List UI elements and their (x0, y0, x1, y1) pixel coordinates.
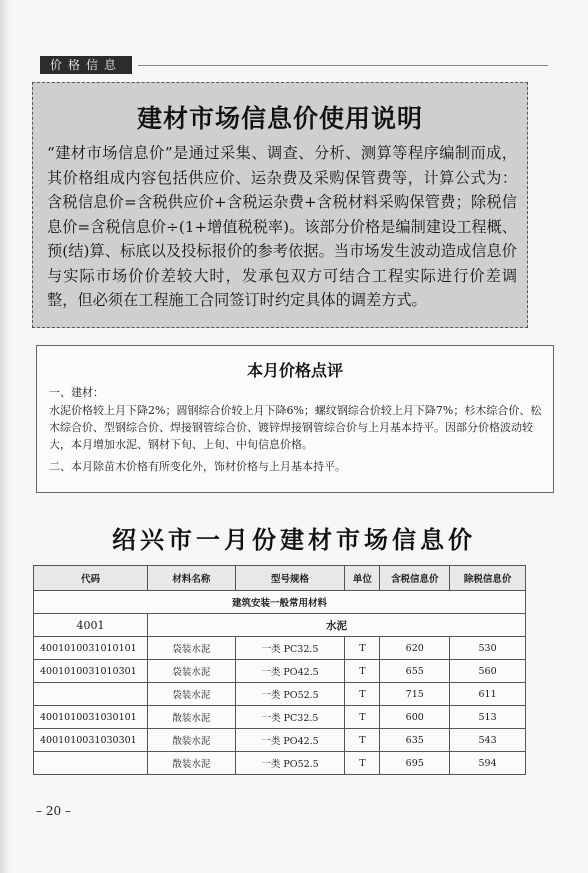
header-rule (138, 65, 548, 66)
cell-unit: T (345, 729, 380, 752)
header-tax-price: 含税信息价 (380, 566, 450, 591)
review-paragraph-1: 水泥价格较上月下降2%；圆钢综合价较上月下降6%；螺纹钢综合价较上月下降7%；杉木综合价、松木综合价、型钢综合价、焊接钢管综合价、镀锌焊接钢管综合价与上月基本持平。因部分价格波动较大，本月增加水泥、钢材下旬、上旬、中旬信息价格。 (49, 404, 542, 451)
cell-spec: 一类 PO52.5 (235, 683, 345, 706)
page-number: – 20 – (36, 804, 71, 818)
header-unit: 单位 (345, 566, 380, 591)
cell-tax-price: 620 (380, 637, 450, 660)
group-label: 建筑安装一般常用材料 (34, 591, 526, 614)
cell-notax-price: 543 (450, 729, 526, 752)
cell-notax-price: 513 (450, 706, 526, 729)
cell-name: 散装水泥 (147, 729, 235, 752)
cell-name: 袋装水泥 (147, 637, 235, 660)
cell-notax-price: 594 (450, 752, 526, 775)
table-row (34, 683, 526, 706)
page-title: 绍兴市一月份建材市场信息价 (112, 526, 476, 554)
section-tag: 价格信息 (40, 56, 132, 74)
table-row (34, 637, 526, 660)
cell-tax-price: 600 (380, 706, 450, 729)
group-row (34, 591, 526, 614)
table-row (34, 706, 526, 729)
header-spec: 型号规格 (235, 566, 345, 591)
cell-spec: 一类 PO42.5 (235, 729, 345, 752)
cell-code: 4001010031030101 (34, 706, 148, 729)
header-notax-price: 除税信息价 (450, 566, 526, 591)
instructions-body: “建材市场信息价”是通过采集、调查、分析、测算等程序编制而成，其价格组成内容包括供应价、运杂费及采购保管费等，计算公式为：含税信息价=含税供应价+含税运杂费+含税材料采购保管费；除税信息价=含税信息价÷(1+增值税税率)。该部分价格是编制建设工程概、预(结)算、标底以及投标报价的参考依据。当市场发生波动造成信息价与实际市场价价差较大时，发承包双方可结合工程实际进行价差调整，但必须在工程施工合同签订时约定具体的调差方式。 (47, 144, 517, 309)
subgroup-row (34, 614, 526, 637)
cell-spec: 一类 PO42.5 (235, 660, 345, 683)
cell-notax-price: 530 (450, 637, 526, 660)
cell-name: 散装水泥 (147, 752, 235, 775)
cell-spec: 一类 PC32.5 (235, 706, 345, 729)
table-row (34, 660, 526, 683)
review-title: 本月价格点评 (246, 361, 343, 380)
table-header-row (34, 566, 526, 591)
price-table (33, 565, 526, 775)
cell-tax-price: 635 (380, 729, 450, 752)
cell-spec: 一类 PO52.5 (235, 752, 345, 775)
cell-unit: T (345, 683, 380, 706)
table-row (34, 752, 526, 775)
cell-unit: T (345, 637, 380, 660)
subgroup-label: 水泥 (147, 614, 525, 637)
cell-name: 袋装水泥 (147, 660, 235, 683)
cell-tax-price: 715 (380, 683, 450, 706)
subgroup-code: 4001 (34, 614, 148, 637)
cell-unit: T (345, 660, 380, 683)
monthly-review-box (36, 345, 554, 493)
cell-code: 4001010031010301 (34, 660, 148, 683)
cell-unit: T (345, 752, 380, 775)
cell-tax-price: 695 (380, 752, 450, 775)
cell-unit: T (345, 706, 380, 729)
review-paragraph-2: 二、本月除苗木价格有所变化外，饰材价格与上月基本持平。 (49, 460, 346, 473)
scan-shadow (0, 0, 10, 873)
cell-code: 4001010031010101 (34, 637, 148, 660)
cell-code (34, 752, 148, 775)
review-section-label: 一、建材： (49, 386, 104, 399)
cell-name: 袋装水泥 (147, 683, 235, 706)
header-material-name: 材料名称 (147, 566, 235, 591)
cell-tax-price: 655 (380, 660, 450, 683)
header-code: 代码 (34, 566, 148, 591)
cell-spec: 一类 PC32.5 (235, 637, 345, 660)
cell-code (34, 683, 148, 706)
instructions-box (32, 82, 528, 328)
cell-name: 散装水泥 (147, 706, 235, 729)
cell-code: 4001010031030301 (34, 729, 148, 752)
cell-notax-price: 611 (450, 683, 526, 706)
cell-notax-price: 560 (450, 660, 526, 683)
table-row (34, 729, 526, 752)
instructions-title: 建材市场信息价使用说明 (136, 104, 423, 133)
